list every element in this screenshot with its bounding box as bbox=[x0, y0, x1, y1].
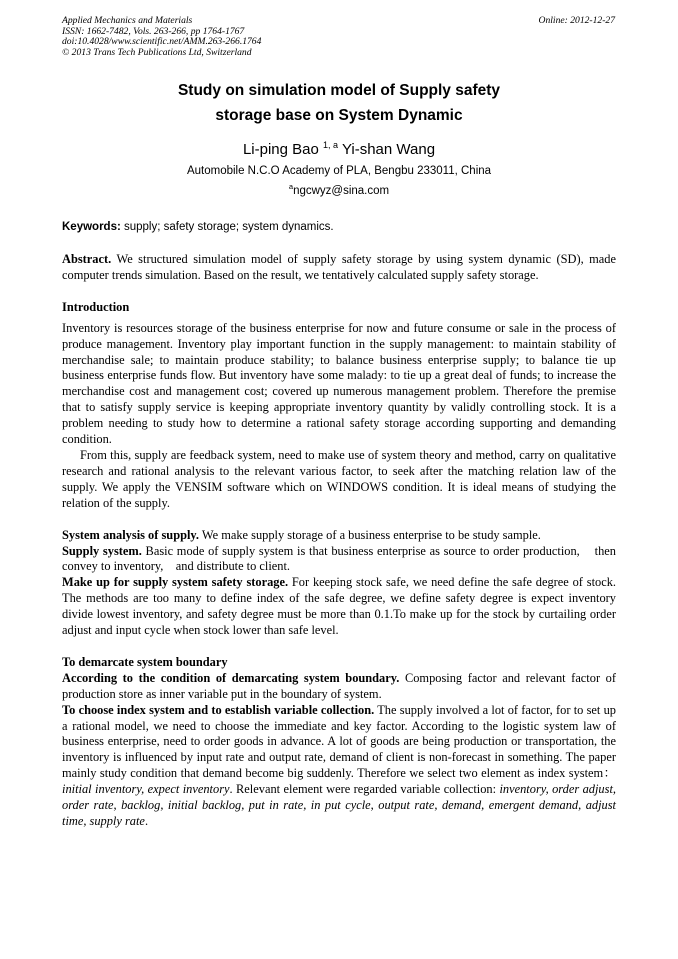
boundary-condition-text: Composing factor and relevant factor of production store as inner variable put in the boundary of system. bbox=[62, 670, 616, 701]
system-analysis-label: System analysis of supply. bbox=[62, 527, 200, 542]
safety-storage-label: Make up for supply system safety storage. bbox=[62, 575, 289, 590]
boundary-condition-paragraph bbox=[62, 671, 616, 703]
boundary-condition-label: According to the condition of demarcating system boundary. bbox=[62, 670, 400, 685]
author-2: Yi-shan Wang bbox=[341, 141, 436, 158]
issn-line: ISSN: 1662-7482, Vols. 263-266, pp 1764-1767 bbox=[62, 25, 245, 37]
keywords bbox=[62, 220, 616, 234]
supply-system-paragraph bbox=[62, 544, 616, 576]
safety-storage-text: For keeping stock safe, we need define the safe degree of stock. The methods are too many to define index of the safe degree, we define safety degree is expect inventory divide lowest inventory, and safety degree must be more than 0.1.To make up for the stock by curtailing order adjust and input cycle when stock lower than safe level. bbox=[62, 575, 617, 638]
index-system-paragraph bbox=[62, 703, 616, 830]
journal-name: Applied Mechanics and Materials bbox=[62, 15, 193, 26]
system-analysis-paragraph bbox=[62, 528, 616, 544]
abstract-label: Abstract. bbox=[62, 252, 112, 266]
safety-storage-paragraph bbox=[62, 575, 616, 639]
copyright-line: © 2013 Trans Tech Publications Ltd, Switzerland bbox=[62, 46, 252, 58]
email-line bbox=[62, 184, 616, 198]
introduction-heading: Introduction bbox=[62, 299, 130, 314]
email-address[interactable]: ngcwyz@sina.com bbox=[293, 185, 390, 197]
introduction-paragraph-1: Inventory is resources storage of the business enterprise for now and future consume or sale in the process of produce management. Inventory play important function in the supply management: to maintain stability of merchandise sale; to maintain produce stability; to balance business enterprise supply; to balance tie up business enterprise funds flow. But inventory have some malady: to tie up a great deal of funds; to increase the merchandise cost and management cost; covered up numerous management problem. Therefore the premise that to satisfy supply service is keeping appropriate inventory quantity by validly controlling stock. It is a problem needing to study how to determine a rational safety storage according supporting and demanding condition. bbox=[62, 320, 616, 447]
paragraph-end: . bbox=[144, 814, 149, 828]
authors bbox=[62, 141, 616, 159]
index-system-text: The supply involved a lot of factor, for to set up a rational model, we need to choose the immediate and key factor. According to the logistic system law of business enterprise, need to order goods in advance. A lot of goods are being production or transportation, the inventory is influenced by input rate and output rate, demand of client is non-forecast in something. The paper mainly study condition that demand become big suddenly. Therefore we select two element as index system： bbox=[62, 702, 616, 781]
boundary-heading: To demarcate system boundary bbox=[62, 654, 228, 669]
index-elements: initial inventory, expect inventory bbox=[62, 782, 230, 797]
paper-title-line1: Study on simulation model of Supply safety bbox=[177, 82, 501, 99]
variable-list: inventory, order adjust, order rate, backlog, initial backlog, put in rate, in put cycle, output rate, demand, emergent demand, adjust time, supply rate bbox=[62, 782, 616, 828]
relevant-text: . Relevant element were regarded variable collection: bbox=[229, 782, 500, 797]
system-analysis-text: We make supply storage of a business enterprise to be study sample. bbox=[199, 527, 541, 542]
doi-line[interactable]: doi:10.4028/www.scientific.net/AMM.263-266.1764 bbox=[62, 36, 262, 48]
introduction-paragraph-2: From this, supply are feedback system, need to make use of system theory and method, carry on qualitative research and rational analysis to the relevant various factor, to seek after the matching relation law of the supply. We apply the VENSIM software which on WINDOWS condition. It is ideal means of studying the relation of the supply. bbox=[62, 447, 616, 510]
paper-title-line2: storage base on System Dynamic bbox=[215, 107, 463, 124]
email-mark: a bbox=[288, 182, 294, 191]
abstract-text: We structured simulation model of supply safety storage by using system dynamic (SD), made computer trends simulation. Based on the result, we tentatively calculated supply safety storage. bbox=[62, 252, 616, 282]
author-1-affiliation-mark: 1, a bbox=[323, 140, 339, 150]
paper-body bbox=[62, 252, 616, 830]
keywords-text: supply; safety storage; system dynamics. bbox=[120, 221, 334, 233]
affiliation: Automobile N.C.O Academy of PLA, Bengbu 233011, China bbox=[186, 165, 492, 177]
online-date: Online: 2012-12-27 bbox=[538, 15, 615, 26]
journal-header bbox=[62, 16, 261, 58]
index-system-label: To choose index system and to establish variable collection. bbox=[62, 702, 375, 717]
author-1: Li-ping Bao bbox=[242, 141, 319, 158]
keywords-label: Keywords: bbox=[62, 221, 121, 233]
supply-system-text: Basic mode of supply system is that business enterprise as source to order production, then convey to inventory, and distribute to client. bbox=[62, 543, 617, 574]
supply-system-label: Supply system. bbox=[62, 543, 142, 558]
abstract bbox=[62, 252, 616, 284]
